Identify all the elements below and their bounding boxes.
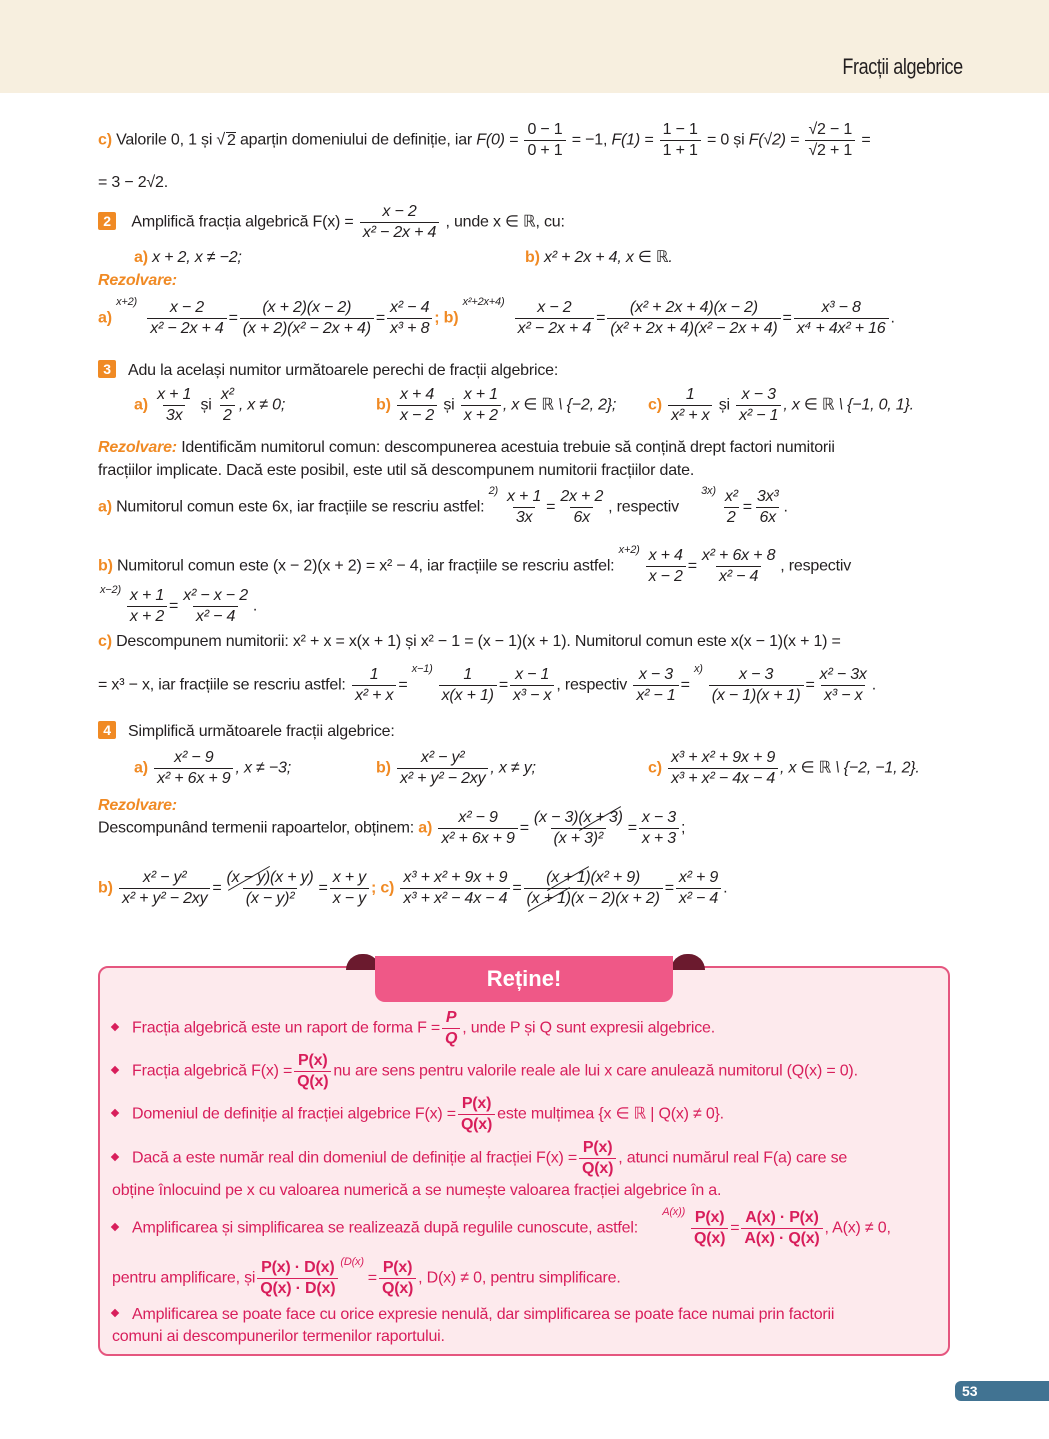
fraction-denominator: 2 — [724, 507, 739, 528]
ex3-option-c — [648, 385, 914, 426]
ex4-statement — [98, 721, 395, 742]
item-label: a) — [134, 396, 148, 414]
fraction-numerator: P(x) — [382, 1259, 413, 1276]
fraction — [805, 120, 855, 161]
fraction-numerator — [531, 808, 626, 828]
item-label: b) — [376, 759, 391, 777]
fraction-numerator: x³ + x² + 9x + 9 — [403, 869, 508, 886]
fraction-numerator: (x + 2)(x − 2) — [262, 299, 352, 316]
chapter-title: Fracții algebrice — [842, 54, 963, 79]
bullet-diamond-icon — [111, 1108, 119, 1116]
ribbon-fold-right — [671, 954, 705, 970]
fraction — [154, 385, 194, 426]
fraction — [330, 868, 369, 909]
fraction-denominator: x − y — [330, 888, 369, 909]
fraction-numerator: x + 4 — [648, 547, 683, 564]
fraction-numerator: x² − y² — [420, 749, 465, 766]
fraction-numerator: x + y — [332, 869, 366, 886]
text-span: și — [718, 396, 730, 414]
fraction — [240, 298, 374, 339]
fraction — [147, 298, 226, 339]
fraction-denominator: x − 2 — [646, 566, 686, 587]
item-label: b) — [98, 879, 113, 897]
ex2-option-a — [134, 248, 242, 268]
fraction-numerator: 0 − 1 — [527, 121, 563, 138]
fraction-denominator: x + 2 — [127, 606, 167, 627]
ex2-option-b — [525, 248, 673, 268]
fraction-numerator: x² + 9 — [678, 869, 719, 886]
fraction — [400, 868, 510, 909]
text-span: Fracția algebrică F(x) = — [132, 1062, 293, 1080]
fraction-denominator — [524, 888, 663, 909]
retine-title: Reține! — [375, 956, 673, 1002]
fraction — [387, 298, 432, 339]
text-span: Dacă a este număr real din domeniul de definiție al fracției F(x) = — [132, 1149, 578, 1167]
text-span: , atunci numărul real F(a) care se — [618, 1149, 848, 1167]
fraction-numerator — [224, 868, 317, 888]
item-label: a) — [134, 759, 148, 777]
ex3-sol-a: a) Numitorul comun este 6x, iar fracțiile se rescriu astfel: $^{2)}$ $\frac{x + 1}{3x}$ = $\frac{2x + 2}{6x}$ , respectiv $^{3x)}$ $\frac{\text{x²}}{2}$ = $\frac{\text{3x³}}{6x}$ . — [98, 484, 788, 526]
fraction — [579, 1138, 616, 1179]
fraction — [504, 487, 544, 528]
fraction-denominator: x² + x — [668, 405, 712, 426]
fraction — [352, 665, 396, 706]
fraction — [676, 868, 721, 909]
text-span: , x ≠ 0; — [238, 396, 286, 414]
fraction-denominator: x² − 2x + 4 — [147, 318, 226, 339]
fraction-numerator: x² − y² — [142, 869, 187, 886]
exercise-number-badge: 3 — [98, 360, 116, 378]
fraction-denominator: x³ − x — [510, 685, 554, 706]
fraction — [668, 385, 712, 426]
fraction — [360, 202, 439, 243]
fraction — [294, 1051, 331, 1092]
fraction-denominator: Q(x) — [691, 1228, 728, 1249]
fraction — [397, 385, 437, 426]
fraction-numerator: x − 3 — [741, 386, 776, 403]
fraction-numerator: √2 − 1 — [808, 121, 853, 138]
ex3-sol-b: b) Numitorul comun este (x − 2)(x + 2) = x² − 4, iar fracțiile se rescriu astfel: $^{x+2)}$ $\frac{x + 4}{x - 2}$ = $\frac{\text{x² + 6x + 8}}{\text{x² − 4}}$ , respectiv — [98, 543, 851, 585]
fraction — [557, 487, 606, 528]
amplify-marker: x−2) — [100, 583, 121, 596]
item-label: a) — [98, 498, 112, 516]
fraction-numerator: x³ + x² + 9x + 9 — [671, 749, 776, 766]
fraction — [524, 868, 663, 909]
fraction-numerator: P — [445, 1009, 457, 1026]
fraction — [722, 487, 741, 528]
item-label: c) — [98, 633, 112, 650]
fraction-denominator: x + 2 — [461, 405, 501, 426]
fraction-numerator: x² + 6x + 8 — [701, 547, 776, 564]
ex1c-line: c) Valorile 0, 1 și √ 2 aparțin domeniului de definiție, iar F(0) = $\frac{0 - 1}{0 + 1}$ = −1, F(1) = $\frac{1 - 1}{1 + 1}$ = 0 și F(√2) = $\frac{√2 - 1}{√2 + 1}$ = — [98, 121, 871, 159]
fraction-numerator: x − 2 — [169, 299, 204, 316]
fraction-numerator: 1 − 1 — [662, 121, 698, 138]
rezolvare-heading: Rezolvare: — [98, 797, 177, 814]
fraction-denominator: 2 — [220, 405, 235, 426]
amplify-marker: A(x)) — [662, 1205, 686, 1218]
item-label: b) — [525, 249, 540, 266]
text-span: , unde P și Q sunt expresii algebrice. — [462, 1019, 715, 1037]
fraction-numerator: x² − 9 — [458, 809, 498, 826]
ex3-option-a — [134, 385, 285, 426]
fraction-denominator: 6x — [756, 507, 779, 528]
text-span: , respectiv — [556, 676, 628, 694]
retine-bullet-4b: obține înlocuind pe x cu valoarea numerică a se numește valoarea fracției algebrice în a. — [112, 1182, 722, 1199]
fraction — [218, 385, 237, 426]
text-span: pentru amplificare, și — [112, 1269, 256, 1287]
fraction-numerator: x − 2 — [382, 203, 417, 220]
cancelled-factor: (x + 1) — [526, 890, 571, 907]
fraction — [741, 1208, 822, 1249]
fraction-numerator: x − 3 — [638, 666, 674, 683]
fraction-denominator: 0 + 1 — [524, 140, 565, 161]
fraction — [607, 298, 780, 339]
fraction-denominator: (x² + 2x + 4)(x² − 2x + 4) — [607, 318, 780, 339]
retine-bullet-1 — [112, 1008, 715, 1049]
fraction-numerator: 1 — [463, 666, 473, 683]
item-label: c) — [648, 759, 662, 777]
fraction — [531, 808, 626, 849]
fraction-denominator: x² − 2x + 4 — [515, 318, 594, 339]
item-label: c) — [648, 396, 662, 414]
fraction-denominator: x² + y² − 2xy — [397, 768, 488, 789]
fraction-denominator: x³ + 8 — [387, 318, 432, 339]
amplify-marker: x−1) — [411, 662, 433, 675]
fraction-denominator: 6x — [570, 507, 593, 528]
bullet-diamond-icon — [111, 1222, 119, 1230]
text-span: Descompunând termenii rapoartelor, obținem: — [98, 819, 415, 837]
ex2-statement — [98, 202, 565, 243]
ex3-sol-c2: = x³ − x, iar fracțiile se rescriu astfel: $\frac{1}{\text{x² + x}}$ = $^{x-1)}$ $\frac{1}{x(x + 1)}$ = $\frac{x - 1}{\text{x³ − x}}$ , respectiv $\frac{x - 3}{\text{x² − 1}}$ = $^{x)}$ $\frac{x - 3}{(x - 1)(x + 1)}$ = $\frac{\text{x² − 3x}}{\text{x³ − x}}$ . — [98, 662, 876, 704]
fraction-denominator: x² − 1 — [633, 685, 678, 706]
text-span: (x − 2)(x + 2) — [570, 890, 660, 907]
fraction-denominator: Q(x) — [579, 1158, 616, 1179]
fraction — [154, 748, 233, 789]
fraction-denominator: x + 3 — [639, 828, 679, 849]
fraction — [668, 748, 778, 789]
fraction — [646, 546, 686, 587]
cancelled-factor: (x + 1) — [546, 869, 591, 886]
fraction-numerator: P(x) — [694, 1209, 725, 1226]
bullet-diamond-icon — [111, 1152, 119, 1160]
fraction-numerator: x + 4 — [399, 386, 435, 403]
fraction-denominator: x² − 2x + 4 — [360, 222, 439, 243]
fraction — [180, 586, 251, 627]
fraction-denominator: x² + y² − 2xy — [119, 888, 210, 909]
text-span: Domeniul de definiție al fracției algebrice F(x) = — [132, 1105, 456, 1123]
ex1c-Fsqrt: F(√2) = — [748, 131, 800, 149]
fraction — [709, 665, 804, 706]
fraction-denominator: x − 2 — [397, 405, 437, 426]
fraction — [224, 868, 317, 909]
text-span: , x ≠ −3; — [235, 759, 291, 777]
page-number: 53 — [955, 1381, 1049, 1401]
item-label: a) — [134, 249, 148, 266]
fraction-denominator: x² + 6x + 9 — [154, 768, 233, 789]
fraction-denominator: x² + x — [352, 685, 396, 706]
text-span: , A(x) ≠ 0, — [824, 1219, 891, 1237]
fraction — [461, 385, 501, 426]
fraction-numerator: 1 — [369, 666, 379, 683]
ex3-sol-c — [98, 632, 841, 652]
amplify-marker: x+2) — [618, 543, 640, 556]
fraction-numerator: P(x) — [461, 1095, 492, 1112]
ex1c-result2: = 0 și — [706, 131, 745, 149]
fraction-numerator: x + 1 — [507, 488, 542, 505]
fraction-numerator: x² — [220, 386, 234, 403]
fraction-numerator: 1 — [685, 386, 695, 403]
exercise-number-badge: 4 — [98, 721, 116, 739]
fraction-denominator: x² − 1 — [736, 405, 781, 426]
exercise-number-badge: 2 — [98, 212, 116, 230]
fraction-denominator: x² − 4 — [193, 606, 238, 627]
fraction — [510, 665, 554, 706]
fraction-numerator: (x² + 2x + 4)(x − 2) — [629, 299, 758, 316]
bullet-diamond-icon — [111, 1022, 119, 1030]
fraction-denominator: A(x) · Q(x) — [741, 1228, 822, 1249]
text-span: , respectiv — [608, 498, 679, 516]
text-span: , x ∈ ℝ \ {−1, 0, 1}. — [783, 396, 914, 414]
ex1c-text2: aparțin domeniului de definiție, iar — [239, 131, 473, 149]
fraction — [699, 546, 778, 587]
fraction-numerator: x − 3 — [739, 666, 774, 683]
fraction-denominator: 3x — [513, 507, 536, 528]
bullet-diamond-icon — [111, 1065, 119, 1073]
amplify-marker: 3x) — [701, 484, 716, 497]
fraction-denominator: √2 + 1 — [805, 140, 855, 161]
fraction — [458, 1094, 495, 1135]
fraction — [257, 1258, 338, 1299]
text-span: este mulțimea {x ∈ ℝ | Q(x) ≠ 0}. — [497, 1105, 724, 1123]
fraction-numerator: x³ − 8 — [821, 299, 861, 316]
ex1c-text1: Valorile 0, 1 și — [116, 131, 213, 149]
fraction-numerator: x² − 9 — [174, 749, 214, 766]
fraction-numerator: P(x) · D(x) — [261, 1259, 335, 1276]
fraction — [660, 120, 701, 161]
ex4-option-c — [648, 748, 920, 789]
fraction — [379, 1258, 416, 1299]
text-span: , x ∈ ℝ \ {−2, −1, 2}. — [780, 759, 920, 777]
fraction-numerator: x + 1 — [129, 587, 165, 604]
text-span: x² + 2x + 4, x ∈ ℝ. — [543, 249, 673, 266]
text-span: , D(x) ≠ 0, pentru simplificare. — [418, 1269, 621, 1287]
ex2-text2: , unde x ∈ ℝ, cu: — [445, 213, 565, 231]
fraction — [515, 298, 594, 339]
text-span: Amplificarea și simplificarea se realizează după regulile cunoscute, astfel: — [132, 1219, 638, 1237]
ex1c-F0: F(0) = — [476, 131, 519, 149]
ex3-option-b — [376, 385, 616, 426]
text-span: (x² + 9) — [590, 869, 641, 886]
fraction — [438, 808, 517, 849]
cancelled-factor: (x − y) — [226, 869, 271, 886]
fraction — [794, 298, 889, 339]
fraction-numerator: x − 2 — [537, 299, 572, 316]
fraction — [691, 1208, 728, 1249]
fraction-denominator: x² − 4 — [716, 566, 761, 587]
text-span: = x³ − x, iar fracțiile se rescriu astfel: — [98, 676, 346, 694]
text-span: și — [443, 396, 455, 414]
fraction — [524, 120, 565, 161]
fraction-numerator: x + 1 — [157, 386, 192, 403]
text-span: Adu la același numitor următoarele perechi de fracții algebrice: — [128, 362, 559, 379]
fraction-denominator: x³ − x — [821, 685, 865, 706]
text-span: Simplifică următoarele fracții algebrice: — [128, 723, 395, 740]
amplify-marker: x+2) — [116, 295, 137, 308]
text-span: Descompunem numitorii: x² + x = x(x + 1) și x² − 1 = (x − 1)(x + 1). Numitorul comun este x(x − 1)(x + 1) = — [116, 633, 841, 650]
text-span: , x ≠ y; — [490, 759, 536, 777]
retine-bullet-2 — [112, 1051, 858, 1092]
text-span: și — [200, 396, 212, 414]
ex3-rez-text2: fracțiilor implicate. Dacă este posibil, este util să descompunem numitorii fracțiilor date. — [98, 462, 695, 479]
ex3-sol-b2: $^{x-2)}$ $\frac{x + 1}{x + 2}$ = $\frac{\text{x² − x − 2}}{\text{x² − 4}}$ . — [100, 583, 258, 625]
text-span: Numitorul comun este (x − 2)(x + 2) = x² − 4, iar fracțiile se rescriu astfel: — [116, 557, 615, 575]
fraction-numerator: P(x) — [582, 1139, 613, 1156]
ex3-rezolvare — [98, 438, 835, 458]
fraction-numerator — [543, 868, 643, 888]
rezolvare-heading: Rezolvare: — [98, 272, 177, 289]
item-label: ; c) — [370, 879, 395, 897]
item-label: b) — [98, 557, 113, 575]
retine-bullet-5b: pentru amplificare, și $\frac{P(x) \cdot D(x)}{Q(x) \cdot D(x)}$ $^{(D(x)}$= $\frac{P(x)}{Q(x)}$ , D(x) ≠ 0, pentru simplificare. — [112, 1255, 621, 1297]
rezolvare-heading: Rezolvare: — [98, 439, 177, 456]
fraction-denominator: 1 + 1 — [660, 140, 701, 161]
fraction-denominator: (x + 2)(x² − 2x + 4) — [240, 318, 374, 339]
fraction-numerator: 2x + 2 — [560, 488, 604, 505]
fraction-denominator: (x − 1)(x + 1) — [709, 685, 804, 706]
ex2-rezolvare — [98, 271, 177, 291]
fraction-denominator: (x − y)² — [243, 888, 298, 909]
fraction — [439, 665, 497, 706]
fraction-denominator: Q(x) — [458, 1114, 495, 1135]
fraction-numerator: 3x³ — [756, 488, 779, 505]
fraction — [736, 385, 781, 426]
fraction-numerator: x² − 3x — [819, 666, 867, 683]
ex1c-F1: F(1) = — [611, 131, 654, 149]
fraction — [119, 868, 210, 909]
ex1c-label: c) — [98, 131, 112, 149]
text-span: , respectiv — [780, 557, 851, 575]
item-label: b) — [376, 396, 391, 414]
fraction-denominator: Q(x) — [379, 1278, 416, 1299]
text-span: x + 2, x ≠ −2; — [152, 249, 242, 266]
fraction-denominator: x² − 4 — [676, 888, 721, 909]
text-span: , x ∈ ℝ \ {−2, 2}; — [502, 396, 617, 414]
retine-bullet-5: Amplificarea și simplificarea se realizează după regulile cunoscute, astfel: $^{A(x))}$ $\frac{P(x)}{Q(x)}$ = $\frac{A(x) \cdot P(x)}{A(x) \cdot Q(x)}$ , A(x) ≠ 0, — [112, 1208, 891, 1249]
item-label: a) — [418, 819, 433, 837]
ex2-solution: a) $^{x+2)}$ $\frac{x - 2}{\text{x² − 2x + 4}}$ = $\frac{(x + 2)(x - 2)}{\text{(x + 2)(x² − 2x + 4)}}$ = $\frac{\text{x² − 4}}{\text{x³ + 8}}$ ; b) $^{x^2+2x+4)}$ $\frac{x - 2}{\text{x² − 2x + 4}}$ = $\frac{\text{(x² + 2x + 4)(x − 2)}}{\text{(x² + 2x + 4)(x² − 2x + 4)}}$ = $\frac{\text{x³ − 8}}{\text{x⁴ + 4x² + 16}}$ . — [98, 295, 895, 337]
fraction-numerator: x² − x − 2 — [183, 587, 248, 604]
sol-a-label: a) — [98, 309, 112, 327]
sqrt-two: 2 — [227, 131, 236, 149]
amplify-marker: 2) — [488, 484, 499, 497]
retine-bullet-6b: comuni ai descompunerilor termenilor raportului. — [112, 1328, 445, 1345]
fraction-numerator: A(x) · P(x) — [745, 1209, 819, 1226]
fraction-denominator: (x + 3)² — [551, 828, 607, 849]
amplify-marker: (D(x) — [340, 1255, 364, 1268]
ex1c-line2: = 3 − 2√2. — [98, 174, 168, 191]
fraction-denominator: 3x — [163, 405, 186, 426]
ex4-option-a — [134, 748, 291, 789]
fraction — [442, 1008, 460, 1049]
fraction-denominator: Q — [442, 1028, 460, 1049]
fraction-denominator: Q(x) — [294, 1071, 331, 1092]
retine-bullet-4 — [112, 1138, 847, 1179]
ex3-statement — [98, 360, 558, 381]
equals: = — [861, 131, 871, 149]
fraction-denominator: x(x + 1) — [439, 685, 497, 706]
cancelled-factor: (x + 3) — [578, 809, 623, 826]
text-span: (x + y) — [270, 869, 314, 886]
fraction — [817, 665, 870, 706]
ex4-sol-bc: b) $\frac{\text{x² − y²}}{\text{x² + y² − 2xy}}$ = $\frac{(x - y)(x + y)}{\text{(x − y)²}}$ = $\frac{x + y}{x - y}$ ; c) $\frac{\text{x³ + x² + 9x + 9}}{\text{x³ + x² − 4x − 4}}$ = $\frac{\text{(x + 1)(x² + 9)}}{(x + 1)(x - 2)(x + 2)}$ = $\frac{\text{x² + 9}}{\text{x² − 4}}$ . — [98, 869, 728, 907]
fraction-denominator: x² + 6x + 9 — [438, 828, 517, 849]
text-span: Amplificarea se poate face cu orice expresie nenulă, dar simplificarea se poate face numai prin factorii — [132, 1306, 835, 1323]
text-span: nu are sens pentru valorile reale ale lui x care anulează numitorul (Q(x) = 0). — [333, 1062, 858, 1080]
text-span: Fracția algebrică este un raport de forma F = — [132, 1019, 441, 1037]
fraction-denominator: x³ + x² − 4x − 4 — [400, 888, 510, 909]
bullet-diamond-icon — [111, 1309, 119, 1317]
text-span: Numitorul comun este 6x, iar fracțiile se rescriu astfel: — [116, 498, 485, 516]
fraction-numerator: x − 1 — [515, 666, 550, 683]
sol-b-label: ; b) — [434, 309, 459, 327]
fraction-numerator: P(x) — [298, 1052, 328, 1069]
fraction — [639, 808, 679, 849]
fraction — [754, 487, 782, 528]
fraction — [633, 665, 678, 706]
fraction-numerator: x² − 4 — [390, 299, 430, 316]
ex1c-result1: = −1, — [571, 131, 608, 149]
fraction-numerator: x − 3 — [641, 809, 676, 826]
fraction-numerator: x² — [724, 488, 738, 505]
amplify-marker: x) — [693, 662, 703, 675]
fraction-denominator: Q(x) · D(x) — [257, 1278, 338, 1299]
fraction — [397, 748, 488, 789]
fraction — [127, 586, 167, 627]
text-span: Identificăm numitorul comun: descompunerea acestuia trebuie să conțină drept factori numitorii — [181, 439, 835, 456]
ex4-sol-a: Descompunând termenii rapoartelor, obținem: a) $\frac{\text{x² − 9}}{\text{x² + 6x + 9}}$ = $\frac{(x - 3)(x + 3)}{\text{(x + 3)²}}$ = $\frac{x - 3}{x + 3}$ ; — [98, 809, 686, 847]
ex4-option-b — [376, 748, 536, 789]
amplify-marker: x²+2x+4) — [462, 295, 505, 308]
retine-bullet-6 — [112, 1305, 834, 1325]
retine-bullet-3 — [112, 1094, 724, 1135]
fraction-denominator: x³ + x² − 4x − 4 — [668, 768, 778, 789]
fraction-numerator: x + 1 — [463, 386, 498, 403]
fraction-denominator: x⁴ + 4x² + 16 — [794, 318, 889, 339]
ex2-text: Amplifică fracția algebrică F(x) = — [131, 213, 354, 231]
text-span: (x − 3) — [533, 809, 579, 826]
